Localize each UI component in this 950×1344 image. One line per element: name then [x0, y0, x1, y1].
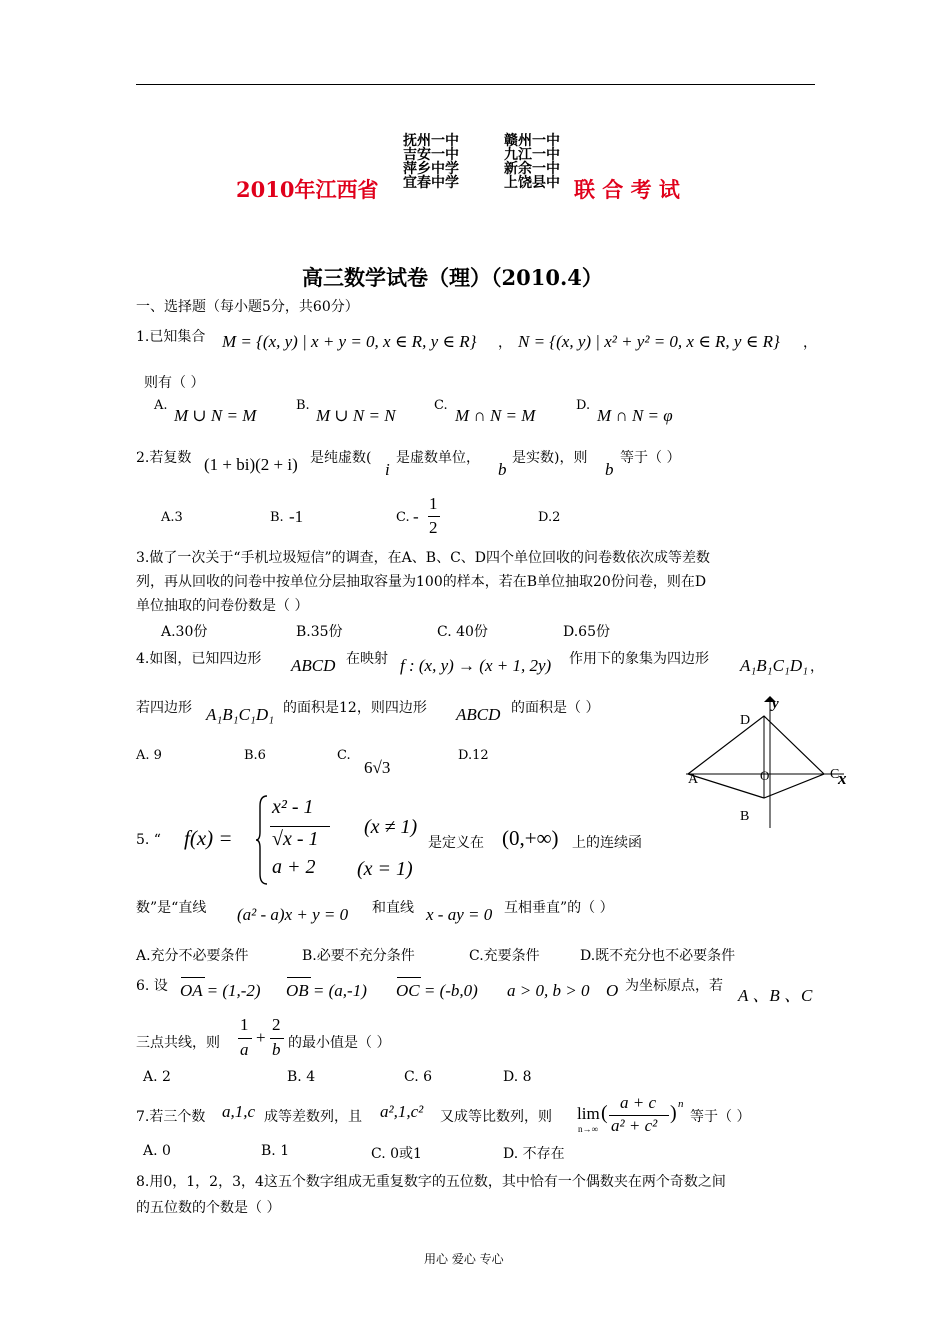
q4-prefix: 4.如图，已知四边形 — [136, 651, 262, 667]
q1-comma: ， — [803, 335, 817, 351]
q5-line1: (a² - a)x + y = 0 — [237, 905, 349, 924]
option-label: C. 0或1 — [371, 1146, 422, 1162]
option-label: B.6 — [244, 748, 266, 763]
option-expr: M ∪ N = N — [316, 406, 396, 425]
option-expr: M ∪ N = M — [174, 406, 257, 425]
q6-text: 的最小值是（ ） — [288, 1035, 391, 1051]
q5-case2-condition: (x = 1) — [357, 858, 413, 880]
fraction-denominator: a — [240, 1040, 249, 1059]
q4-text: 作用下的象集为四边形 — [569, 651, 709, 667]
q6-o: O — [606, 981, 619, 1000]
school-name: 赣州一中 — [504, 133, 560, 149]
q5-interval: (0,+∞) — [502, 826, 559, 850]
q5-line2: x - ay = 0 — [426, 905, 493, 924]
option-label: A.3 — [161, 510, 183, 525]
q6-prefix: 6. 设 — [136, 978, 168, 994]
title-right: 联 合 考 试 — [574, 177, 680, 202]
q2-text: 是虚数单位， — [396, 450, 480, 466]
school-name: 上饶县中 — [504, 175, 560, 191]
option-label: D.既不充分也不必要条件 — [580, 948, 736, 964]
q7-lim-sub: n→∞ — [578, 1124, 598, 1134]
q4-text: 的面积是（ ） — [511, 700, 600, 716]
q3-text — [136, 546, 710, 618]
option-expr: -1 — [289, 507, 304, 526]
q6-ob: OB = (a,-1) — [286, 981, 367, 1000]
q6-text: 为坐标原点，若 — [625, 978, 723, 994]
q5-text: 和直线 — [372, 900, 414, 916]
rhombus-figure — [678, 692, 850, 832]
option-label: C. — [337, 748, 351, 763]
option-label: C.充要条件 — [469, 948, 540, 964]
option-label: B. — [296, 398, 310, 413]
q6-oc: OC = (-b,0) — [396, 981, 478, 1000]
title-left: 2010年江西省 — [236, 177, 379, 202]
option-label: C. — [396, 510, 410, 525]
vertex-c-label: C — [830, 767, 840, 782]
q6-condition: a > 0, b > 0 — [507, 981, 590, 1000]
option-expr: M ∩ N = M — [455, 406, 536, 425]
q3-line: 列，再从回收的问卷中按单位分层抽取容量为100的样本，若在B单位抽取20份问卷，则在D — [136, 574, 707, 590]
q5-text: 上的连续函 — [572, 835, 642, 851]
vector-arrow — [181, 977, 205, 978]
q5-prefix: 5. “ — [136, 832, 161, 848]
option-label: D.2 — [538, 510, 561, 525]
option-expr: 6√3 — [364, 758, 391, 777]
fraction-bar — [270, 826, 330, 827]
option-label: A.充分不必要条件 — [136, 948, 249, 964]
vector-arrow — [287, 977, 311, 978]
option-sign: - — [413, 507, 419, 526]
q7-text: 成等差数列，且 — [264, 1109, 362, 1125]
q8-line: 8.用0，1，2，3，4这五个数字组成无重复数字的五位数，其中恰有一个偶数夹在两个奇数之间 — [136, 1174, 726, 1190]
q3-line: 单位抽取的问卷份数是（ ） — [136, 598, 309, 614]
vertex-b-label: B — [740, 809, 750, 824]
quadrilateral-abcd — [688, 716, 824, 798]
school-name: 吉安一中 — [403, 147, 459, 163]
q2-text: 等于（ ） — [620, 450, 681, 466]
q5-fx: f(x) = — [184, 826, 233, 850]
fraction-numerator: 2 — [272, 1015, 281, 1034]
q5-case1-numerator: x² - 1 — [272, 796, 314, 818]
school-name: 宜春中学 — [403, 175, 459, 191]
section-heading: 一、选择题（每小题5分，共60分） — [136, 299, 359, 315]
fraction-denominator: 2 — [429, 518, 438, 537]
q7-prefix: 7.若三个数 — [136, 1109, 206, 1125]
q8-line: 的五位数的个数是（ ） — [136, 1200, 281, 1216]
q1-set-n: N = {(x, y) | x² + y² = 0, x ∈ R, y ∈ R} — [518, 332, 780, 351]
option-label: B. — [270, 510, 284, 525]
vector-arrow — [397, 977, 421, 978]
q5-case2: a + 2 — [272, 856, 316, 878]
fraction-numerator: 1 — [240, 1015, 249, 1034]
school-name: 九江一中 — [504, 147, 560, 163]
option-label: C. — [434, 398, 448, 413]
q4-a1b1c1d1: A₁B₁C₁D₁ — [206, 705, 275, 724]
q6-abc: A 、B 、C — [738, 986, 813, 1005]
q5-text: 是定义在 — [428, 835, 484, 851]
brace-icon — [255, 794, 269, 886]
q2-expr: (1 + bi)(2 + i) — [204, 455, 298, 474]
q4-abcd: ABCD — [291, 656, 336, 675]
q3-line: 3.做了一次关于“手机垃圾短信”的调查，在A、B、C、D四个单位回收的问卷数依次成等差数 — [136, 550, 711, 566]
footer: 用心 爱心 专心 — [424, 1252, 504, 1266]
q7-lim: lim — [577, 1104, 600, 1123]
option-label: A. 2 — [143, 1069, 171, 1085]
q2-b: b — [498, 460, 507, 479]
origin-label: O — [760, 768, 770, 783]
q7-text: 又成等比数列，则 — [440, 1109, 552, 1125]
top-rule — [136, 84, 815, 85]
q5-text: 互相垂直”的（ ） — [504, 900, 614, 916]
option-label: A. — [154, 398, 168, 413]
q7-power: n — [678, 1098, 684, 1110]
fraction-numerator: 1 — [429, 494, 438, 513]
q1-comma: ， — [498, 335, 512, 351]
fraction-bar — [238, 1038, 252, 1039]
fraction-bar — [270, 1038, 284, 1039]
school-name: 萍乡中学 — [403, 161, 459, 177]
q8-text — [136, 1169, 726, 1221]
q1-set-m: M = {(x, y) | x + y = 0, x ∈ R, y ∈ R} — [222, 332, 477, 351]
option-label: A. 0 — [143, 1143, 171, 1159]
q5-case1-denominator: √x - 1 — [272, 828, 319, 850]
q4-text: 若四边形 — [136, 700, 192, 716]
school-list-right — [504, 134, 560, 190]
q2-b: b — [605, 460, 614, 479]
fraction-numerator: a + c — [620, 1093, 657, 1112]
fraction-bar — [428, 516, 440, 517]
q7-nums: a,1,c — [222, 1102, 256, 1121]
q1-prefix: 1.已知集合 — [136, 329, 206, 345]
q7-squares: a²,1,c² — [380, 1102, 424, 1121]
option-label: A.30份 — [161, 624, 208, 640]
q2-i: i — [385, 460, 390, 479]
q7-text: 等于（ ） — [690, 1109, 751, 1125]
school-list-left — [403, 134, 459, 190]
option-label: C. 6 — [404, 1069, 433, 1085]
option-label: B. 4 — [287, 1069, 316, 1085]
option-label: C. 40份 — [437, 624, 488, 640]
option-label: B.35份 — [296, 624, 343, 640]
school-name: 新余一中 — [504, 161, 560, 177]
option-label: B.必要不充分条件 — [302, 948, 415, 964]
option-label: B. 1 — [261, 1143, 290, 1159]
q4-map: f : (x, y) → (x + 1, 2y) — [400, 656, 552, 675]
q2-text: 是实数)，则 — [512, 450, 588, 466]
plus-sign: + — [256, 1028, 266, 1047]
page-title: 高三数学试卷（理）（2010.4） — [302, 265, 603, 290]
option-label: D. 8 — [503, 1069, 532, 1085]
q4-abcd: ABCD — [456, 705, 501, 724]
open-paren: ( — [601, 1102, 608, 1124]
option-expr: M ∩ N = φ — [597, 406, 673, 425]
option-label: D. — [576, 398, 591, 413]
close-paren: ) — [670, 1102, 677, 1124]
vertex-a-label: A — [688, 772, 699, 787]
q2-text: 是纯虚数( — [310, 450, 372, 466]
q6-text: 三点共线，则 — [136, 1035, 220, 1051]
option-label: A. 9 — [136, 748, 162, 763]
vertex-d-label: D — [740, 713, 751, 728]
school-name: 抚州一中 — [403, 133, 459, 149]
q6-oa: OA = (1,-2) — [180, 981, 261, 1000]
q1-line2: 则有（ ） — [144, 375, 205, 391]
q2-prefix: 2.若复数 — [136, 450, 192, 466]
x-axis-label: x — [838, 769, 847, 788]
q4-comma: ， — [810, 659, 824, 675]
q4-text: 在映射 — [346, 651, 388, 667]
fraction-denominator: b — [272, 1040, 281, 1059]
option-label: D.65份 — [563, 624, 610, 640]
y-axis-label: y — [772, 696, 779, 712]
option-label: D.12 — [458, 748, 489, 763]
fraction-denominator: a² + c² — [611, 1116, 658, 1135]
q4-a1b1c1d1: A₁B₁C₁D₁ — [740, 656, 809, 675]
q5-text: 数”是“直线 — [136, 900, 207, 916]
q5-case1-condition: (x ≠ 1) — [364, 816, 418, 838]
option-label: D. 不存在 — [503, 1146, 565, 1162]
q4-text: 的面积是12，则四边形 — [283, 700, 427, 716]
